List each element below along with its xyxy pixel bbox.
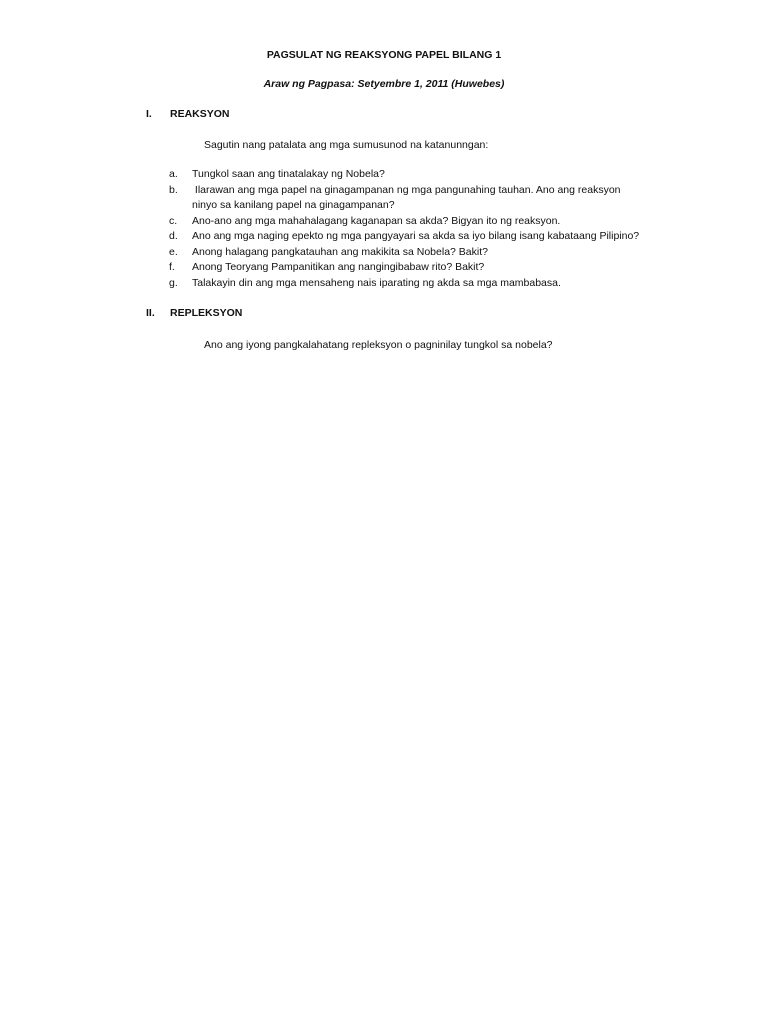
list-marker: b. xyxy=(169,183,178,196)
document-title: PAGSULAT NG REAKSYONG PAPEL BILANG 1 xyxy=(266,49,502,61)
list-item xyxy=(169,276,712,292)
question-text: Anong halagang pangkatauhan ang makikita sa Nobela? Bakit? xyxy=(192,245,488,258)
question-text: Ano ang mga naging epekto ng mga pangyayari sa akda sa iyo bilang isang kabataang Pilipino? xyxy=(192,230,640,242)
list-item xyxy=(169,183,712,214)
question-text-line: Ilarawan ang mga papel na ginagampanan ng mga pangunahing tauhan. Ano ang reaksyon xyxy=(192,183,621,196)
list-marker: d. xyxy=(169,230,178,242)
question-text: Tungkol saan ang tinatalakay ng Nobela? xyxy=(192,168,385,180)
question-text xyxy=(192,183,712,214)
question-text-line: ninyo sa kanilang papel na ginagampanan? xyxy=(192,199,395,211)
document-subtitle: Araw ng Pagpasa: Setyembre 1, 2011 (Huwebes) xyxy=(263,78,505,90)
list-item xyxy=(169,245,712,261)
reflection-question: Ano ang iyong pangkalahatang repleksyon o pagninilay tungkol sa nobela? xyxy=(204,339,553,351)
list-marker: c. xyxy=(169,214,178,227)
section-heading-reaksyon xyxy=(146,107,230,123)
list-item xyxy=(169,214,712,230)
list-item xyxy=(169,229,712,245)
section-heading-repleksyon xyxy=(146,306,242,322)
question-text: Ano-ano ang mga mahahalagang kaganapan sa akda? Bigyan ito ng reaksyon. xyxy=(192,214,561,227)
list-marker: e. xyxy=(169,245,178,258)
section-title: REAKSYON xyxy=(170,108,230,120)
section-number: II. xyxy=(146,307,155,319)
section-number: I. xyxy=(146,108,152,120)
list-marker: a. xyxy=(169,168,178,180)
question-text: Anong Teoryang Pampanitikan ang nangingibabaw rito? Bakit? xyxy=(192,261,485,273)
list-item xyxy=(169,260,712,276)
section-title: REPLEKSYON xyxy=(170,307,243,319)
question-text: Talakayin din ang mga mensaheng nais iparating ng akda sa mga mambabasa. xyxy=(192,276,561,289)
list-item xyxy=(169,167,712,183)
section-instruction: Sagutin nang patalata ang mga sumusunod na katanunngan: xyxy=(204,139,489,151)
question-list xyxy=(169,167,712,291)
list-marker: f. xyxy=(169,261,175,273)
list-marker: g. xyxy=(169,276,178,289)
